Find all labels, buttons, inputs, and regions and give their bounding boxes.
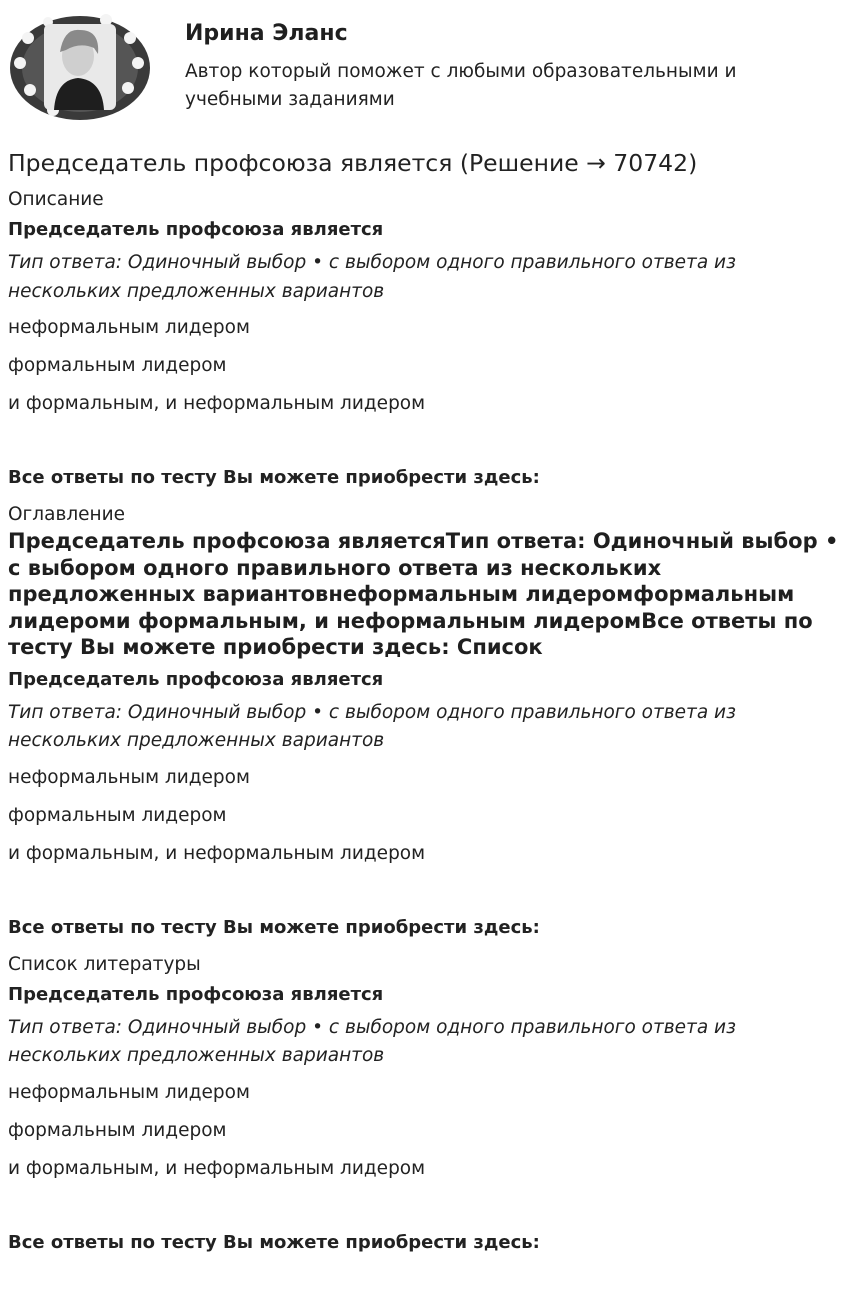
answer-option: формальным лидером [8, 804, 227, 826]
section-label-toc: Оглавление [8, 504, 126, 525]
answer-option: формальным лидером [8, 355, 227, 376]
answer-option: и формальным, и неформальным лидером [8, 393, 426, 414]
toc-text: Председатель профсоюза являетсяТип ответа: Одиночный выбор • с выбором одного правильного ответа из нескольких предложенных вариантовнеформальным лидеромформальным лидероми формальным, и неформальным лидеромВсе ответы по тесту Вы можете приобрести здесь: Список [8, 529, 839, 660]
question-type: Тип ответа: Одиночный выбор • с выбором одного правильного ответа из нескольких предложенных вариантов [8, 252, 736, 302]
toc-section [8, 501, 843, 941]
buy-answers-text: Все ответы по тесту Вы можете приобрести здесь: [8, 467, 540, 488]
author-description: Автор который поможет с любыми образовательными и учебными заданиями [185, 61, 737, 110]
answer-option: формальным лидером [8, 1119, 227, 1141]
answer-option: неформальным лидером [8, 766, 250, 788]
answer-option: неформальным лидером [8, 317, 250, 338]
author-avatar[interactable] [8, 8, 150, 126]
author-card [8, 8, 839, 128]
answer-option: и формальным, и неформальным лидером [8, 842, 426, 864]
buy-answers-text: Все ответы по тесту Вы можете приобрести здесь: [8, 916, 540, 938]
answer-option: неформальным лидером [8, 1081, 250, 1103]
answer-option: и формальным, и неформальным лидером [8, 1157, 426, 1179]
page-title: Председатель профсоюза является (Решение → 70742) [8, 149, 698, 177]
literature-section [8, 951, 843, 1256]
question-text: Председатель профсоюза является [8, 983, 384, 1005]
question-text: Председатель профсоюза является [8, 219, 384, 240]
buy-answers-text: Все ответы по тесту Вы можете приобрести здесь: [8, 1231, 540, 1253]
author-name[interactable]: Ирина Эланс [185, 21, 348, 46]
question-text: Председатель профсоюза является [8, 668, 384, 690]
section-label-description: Описание [8, 189, 104, 210]
main-content [8, 186, 843, 1266]
section-label-literature: Список литературы [8, 953, 201, 975]
question-type: Тип ответа: Одиночный выбор • с выбором одного правильного ответа из нескольких предложенных вариантов [8, 1016, 736, 1067]
question-type: Тип ответа: Одиночный выбор • с выбором одного правильного ответа из нескольких предложенных вариантов [8, 701, 736, 752]
description-section [8, 186, 843, 491]
